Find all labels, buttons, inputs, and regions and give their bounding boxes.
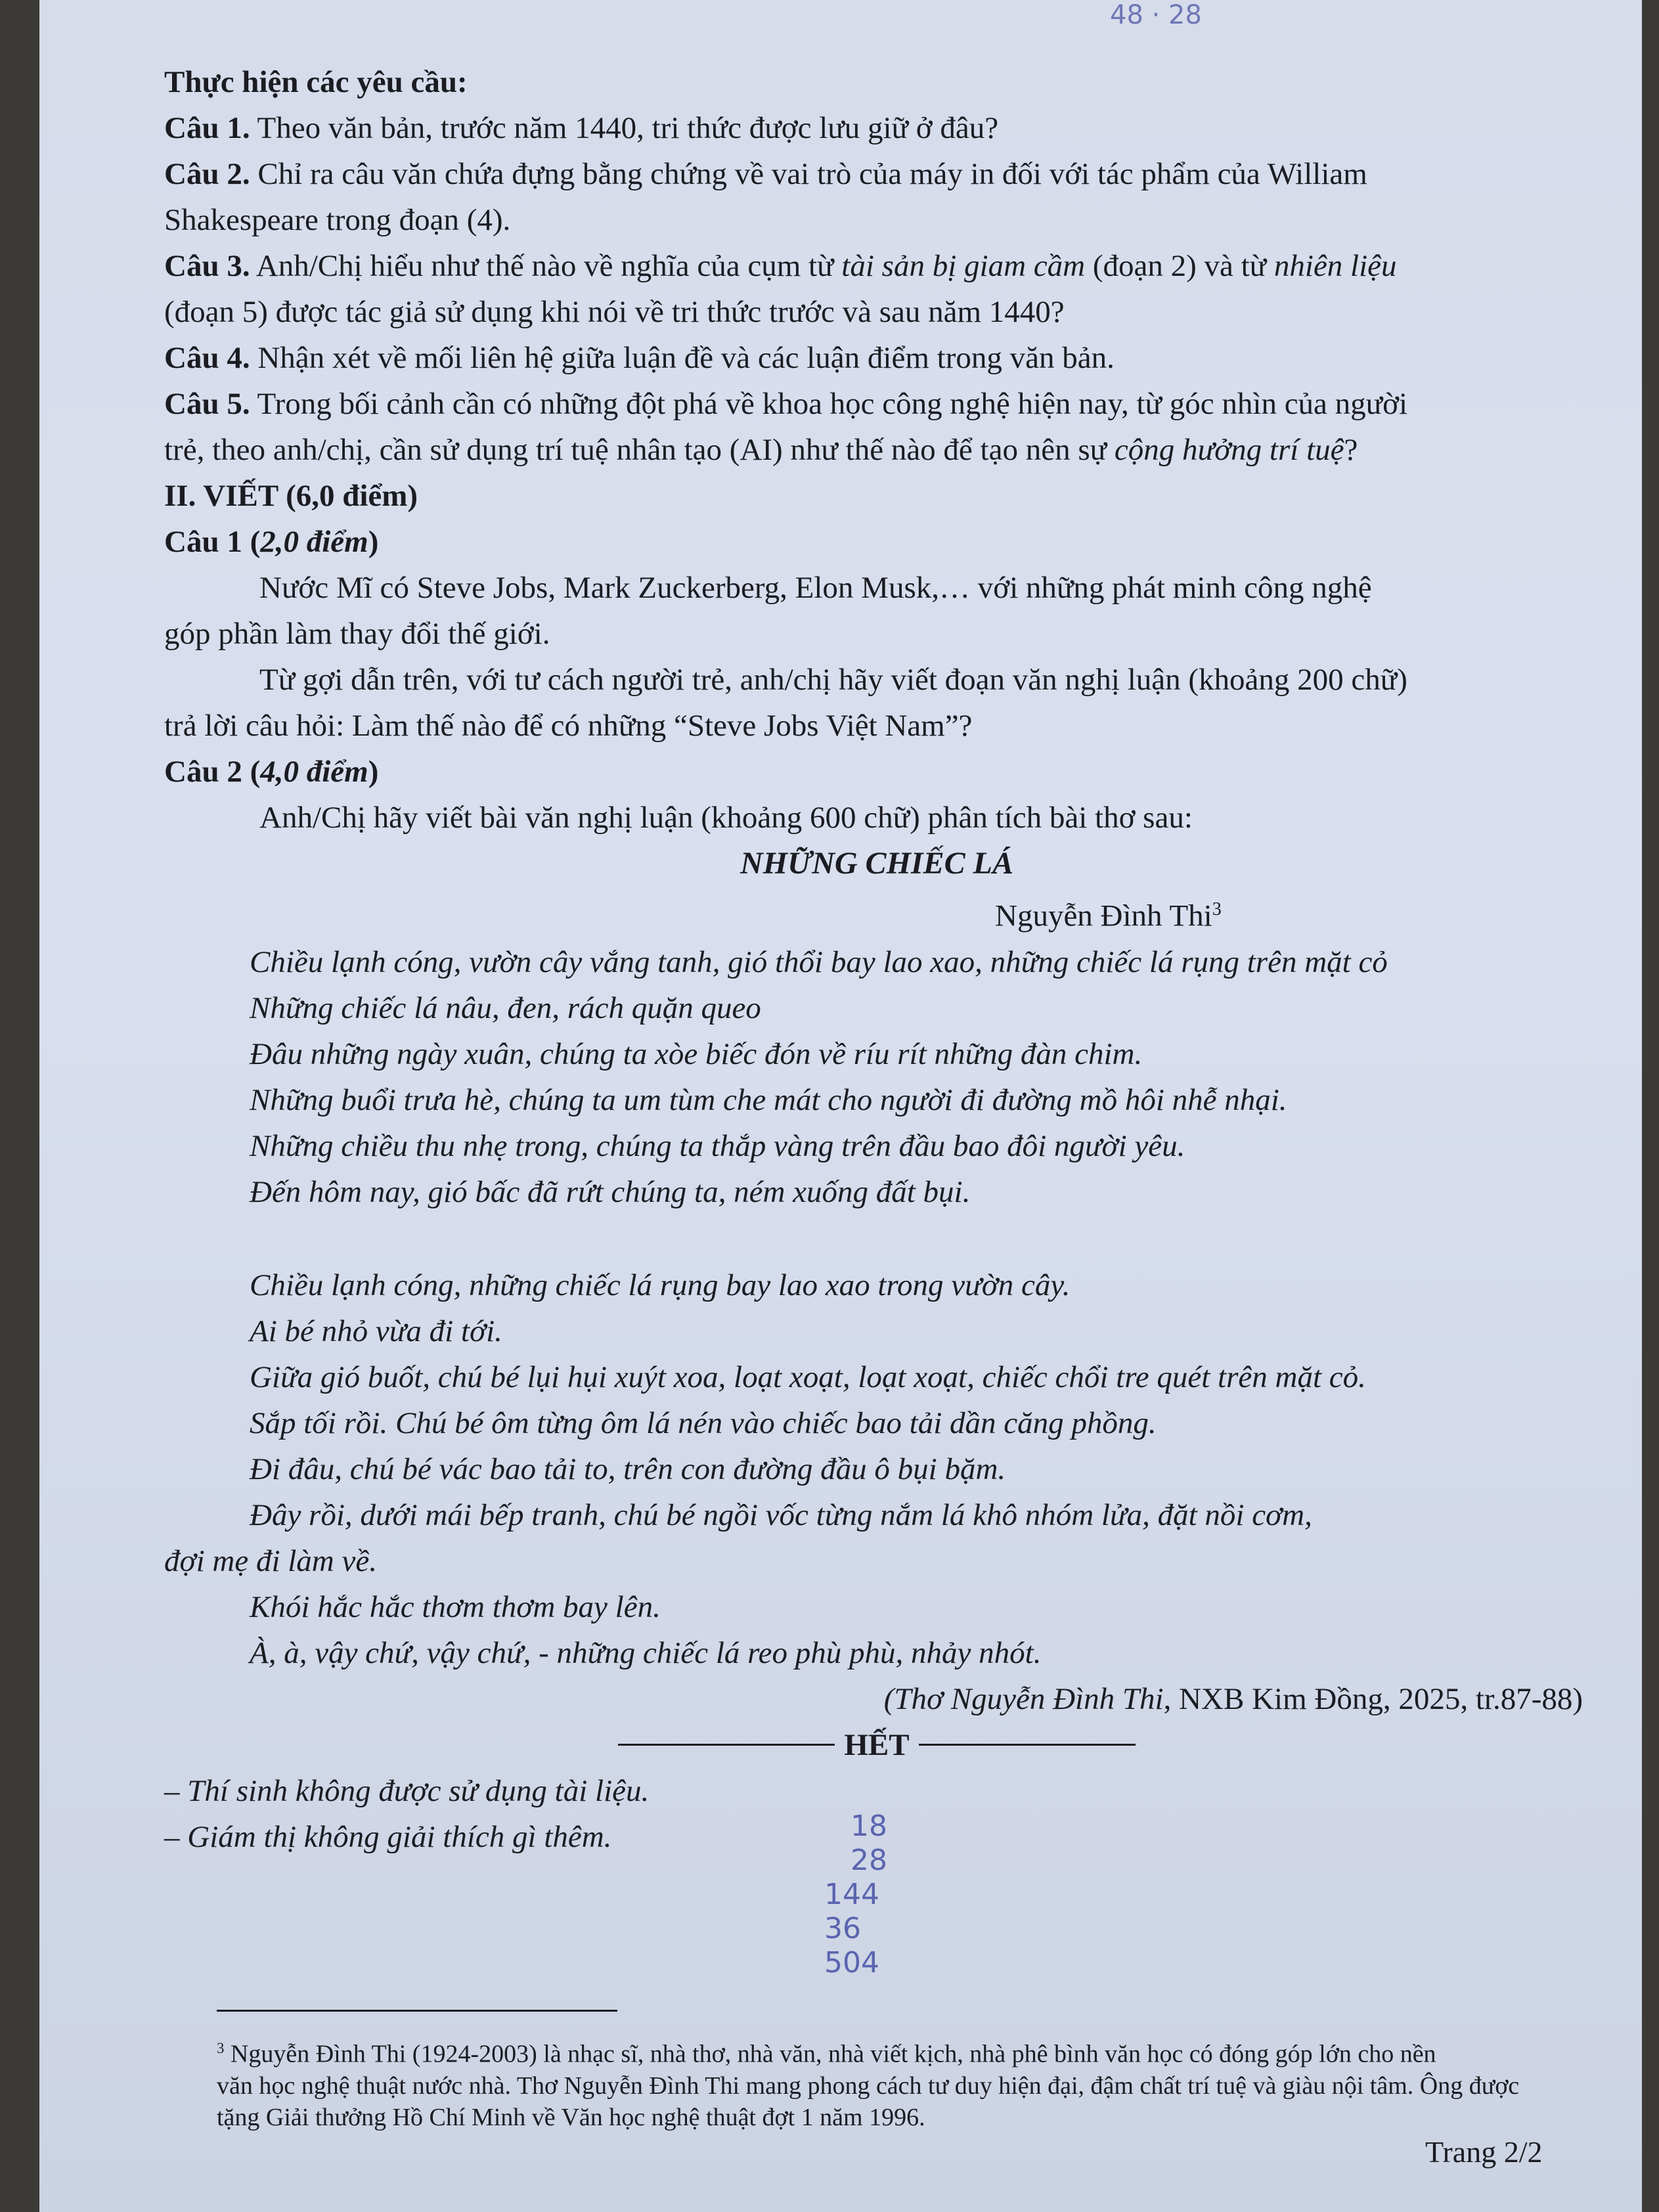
poem-line: Những chiều thu nhẹ trong, chúng ta thắp vàng trên đầu bao đôi người yêu.	[250, 1128, 1185, 1163]
writing-c1-p1-cont: góp phần làm thay đổi thế giới.	[164, 617, 550, 651]
hand-number: 36	[824, 1912, 861, 1945]
writing-c1-p2: Từ gợi dẫn trên, với tư cách người trẻ, anh/chị hãy viết đoạn văn nghị luận (khoảng 200 chữ)	[259, 663, 1407, 697]
divider	[618, 1744, 835, 1746]
exam-sheet	[39, 0, 1642, 2212]
poem-line: Đây rồi, dưới mái bếp tranh, chú bé ngồi vốc từng nắm lá khô nhóm lửa, đặt nồi cơm,	[250, 1497, 1312, 1532]
question-2: Câu 2. Chỉ ra câu văn chứa đựng bằng chứng về vai trò của máy in đối với tác phẩm của William	[164, 157, 1367, 191]
exam-content	[164, 59, 1589, 1860]
writing-c1-p1: Nước Mĩ có Steve Jobs, Mark Zuckerberg, Elon Musk,… với những phát minh công nghệ	[259, 571, 1372, 605]
handwritten-mark: 48 · 28	[1110, 0, 1202, 30]
poem-line: Đâu những ngày xuân, chúng ta xòe biếc đón về ríu rít những đàn chim.	[250, 1036, 1143, 1071]
poem-line: À, à, vậy chứ, vậy chứ, - những chiếc lá reo phù phù, nhảy nhót.	[250, 1635, 1042, 1670]
poem-line: Chiều lạnh cóng, những chiếc lá rụng bay lao xao trong vườn cây.	[250, 1268, 1071, 1302]
exam-note-2: – Giám thị không giải thích gì thêm.	[164, 1819, 612, 1854]
poem-line: Đi đâu, chú bé vác bao tải to, trên con đường đầu ô bụi bặm.	[250, 1451, 1006, 1486]
poem-line: Sắp tối rồi. Chú bé ôm từng ôm lá nén vào chiếc bao tải dần căng phồng.	[250, 1405, 1157, 1440]
question-2-cont: Shakespeare trong đoạn (4).	[164, 203, 511, 237]
footnote: $^3$ Nguyễn Đình Thi (1924-2003) là nhạc sĩ, nhà thơ, nhà văn, nhà viết kịch, nhà phê bình văn học có đóng góp lớn cho nền văn học nghệ thuật nước nhà. Thơ Nguyễn Đình Thi mang phong cách tư duy hiện đại, đậm chất trí tuệ và giàu nội tâm. Ông được tặng Giải thưởng Hồ Chí Minh về Văn học nghệ thuật đợt 1 năm 1996.	[217, 2040, 1520, 2131]
question-3: Câu 3. Anh/Chị hiểu như thế nào về nghĩa của cụm từ tài sản bị giam cầm (đoạn 2) và từ nhiên liệu	[164, 249, 1397, 283]
poem-title: NHỮNG CHIẾC LÁ	[740, 846, 1013, 881]
stanza-gap	[164, 1215, 1589, 1262]
poem-line: Những buổi trưa hè, chúng ta um tùm che mát cho người đi đường mồ hôi nhễ nhại.	[250, 1082, 1287, 1117]
poem-line: Khói hắc hắc thơm thơm bay lên.	[250, 1589, 661, 1624]
writing-c1-p2-cont: trả lời câu hỏi: Làm thế nào để có những “Steve Jobs Việt Nam”?	[164, 709, 973, 743]
handwritten-calculation	[824, 1809, 936, 1980]
hand-number: 28	[851, 1844, 887, 1877]
question-3-cont: (đoạn 5) được tác giả sử dụng khi nói về tri thức trước và sau năm 1440?	[164, 295, 1065, 329]
end-marker: HẾT	[164, 1722, 1589, 1768]
poem-source: (Thơ Nguyễn Đình Thi, NXB Kim Đồng, 2025, tr.87-88)	[883, 1681, 1583, 1716]
poem-line: Chiều lạnh cóng, vườn cây vắng tanh, gió thổi bay lao xao, những chiếc lá rụng trên mặt cỏ	[250, 944, 1388, 979]
tasks-heading: Thực hiện các yêu cầu:	[164, 65, 468, 99]
divider	[919, 1744, 1136, 1746]
writing-heading: II. VIẾT (6,0 điểm)	[164, 479, 418, 513]
poem-line: Những chiếc lá nâu, đen, rách quặn queo	[250, 990, 761, 1025]
poem-line: Ai bé nhỏ vừa đi tới.	[250, 1314, 502, 1348]
question-4: Câu 4. Nhận xét về mối liên hệ giữa luận đề và các luận điểm trong văn bản.	[164, 341, 1115, 375]
poem-line: đợi mẹ đi làm về.	[164, 1543, 377, 1578]
hand-number: 18	[851, 1809, 887, 1843]
hand-number: 144	[824, 1878, 879, 1911]
writing-c2-prompt: Anh/Chị hãy viết bài văn nghị luận (khoảng 600 chữ) phân tích bài thơ sau:	[259, 801, 1193, 835]
question-5-cont: trẻ, theo anh/chị, cần sử dụng trí tuệ nhân tạo (AI) như thế nào để tạo nên sự cộng hưởng trí tuệ?	[164, 433, 1358, 467]
question-5: Câu 5. Trong bối cảnh cần có những đột phá về khoa học công nghệ hiện nay, từ góc nhìn của người	[164, 387, 1408, 421]
footnote-rule	[217, 2010, 617, 2012]
page-number: Trang 2/2	[1425, 2135, 1543, 2169]
writing-c2-heading: Câu 2 (4,0 điểm)	[164, 755, 379, 789]
question-1: Câu 1. Theo văn bản, trước năm 1440, tri thức được lưu giữ ở đâu?	[164, 111, 999, 145]
poem-line: Giữa gió buốt, chú bé lụi hụi xuýt xoa, loạt xoạt, loạt xoạt, chiếc chổi tre quét trên mặt cỏ.	[250, 1360, 1366, 1394]
exam-note-1: – Thí sinh không được sử dụng tài liệu.	[164, 1773, 650, 1808]
writing-c1-heading: Câu 1 (2,0 điểm)	[164, 525, 379, 559]
hand-number: 504	[824, 1946, 879, 1980]
poem-line: Đến hôm nay, gió bấc đã rứt chúng ta, ném xuống đất bụi.	[250, 1174, 971, 1209]
poem-author: Nguyễn Đình Thi$^3$	[995, 898, 1222, 933]
